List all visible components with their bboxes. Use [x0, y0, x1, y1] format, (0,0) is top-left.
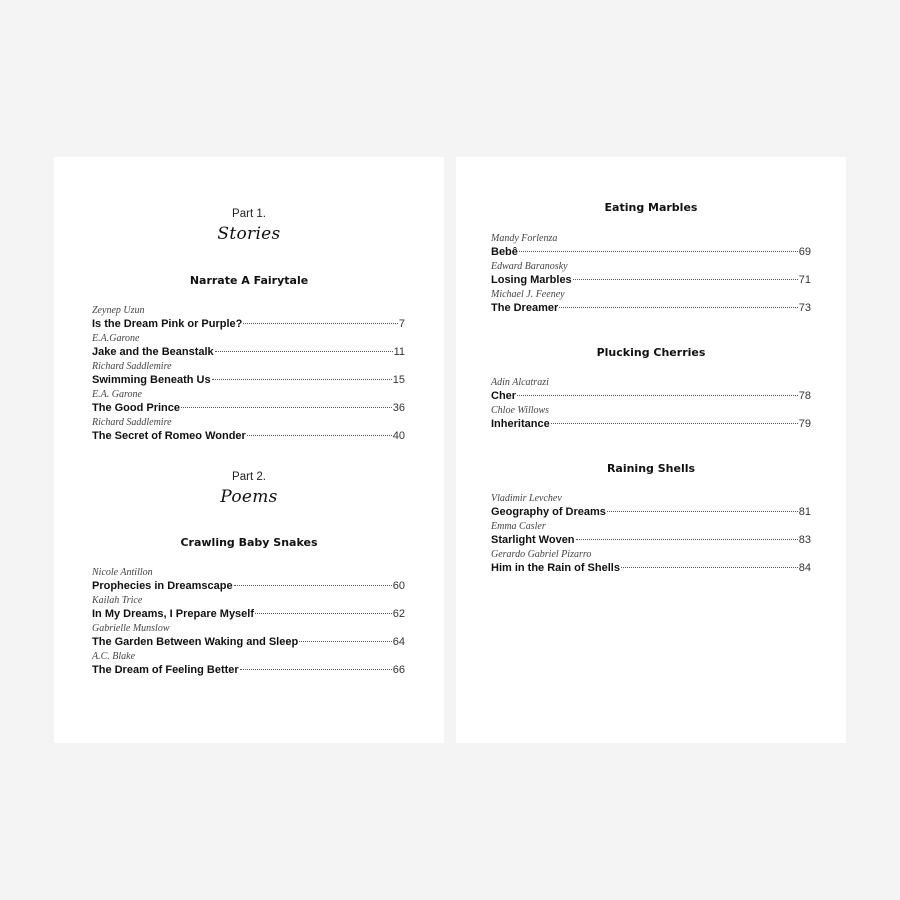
- toc-author: Chloe Willows: [491, 405, 550, 416]
- toc-author: A.C. Blake: [92, 651, 136, 662]
- toc-entry[interactable]: [92, 332, 405, 360]
- section-title: Narrate A Fairytale: [189, 274, 309, 287]
- toc-entry[interactable]: [92, 304, 405, 332]
- toc-entry[interactable]: [491, 520, 811, 548]
- toc-leader-dots: [517, 395, 798, 396]
- toc-title: Geography of Dreams: [491, 506, 606, 518]
- toc-leader-dots: [212, 379, 392, 380]
- toc-entry[interactable]: [92, 416, 405, 444]
- toc-author: Michael J. Feeney: [491, 289, 565, 300]
- toc-title: Is the Dream Pink or Purple?: [92, 318, 243, 330]
- toc-list: [491, 232, 811, 316]
- toc-entry[interactable]: [92, 360, 405, 388]
- toc-entry[interactable]: [92, 388, 405, 416]
- section-title: Plucking Cherries: [596, 346, 706, 359]
- section-title: Eating Marbles: [604, 201, 698, 214]
- toc-title: Prophecies in Dreamscape: [92, 580, 233, 592]
- toc-leader-dots: [234, 585, 392, 586]
- toc-leader-dots: [519, 251, 798, 252]
- toc-leader-dots: [240, 669, 392, 670]
- toc-list: [92, 566, 405, 678]
- toc-page-number: 78: [798, 390, 811, 402]
- toc-leader-dots: [299, 641, 392, 642]
- toc-list: [92, 304, 405, 444]
- toc-page-number: 69: [798, 246, 811, 258]
- toc-title: The Good Prince: [92, 402, 181, 414]
- toc-page-number: 64: [392, 636, 405, 648]
- toc-leader-dots: [243, 323, 398, 324]
- toc-title: Jake and the Beanstalk: [92, 346, 214, 358]
- toc-page-number: 60: [392, 580, 405, 592]
- part-1-heading: [54, 207, 444, 245]
- toc-title: The Dreamer: [491, 302, 559, 314]
- toc-page-number: 11: [393, 346, 405, 358]
- toc-page-number: 62: [392, 608, 405, 620]
- toc-leader-dots: [607, 511, 798, 512]
- part-name: Stories: [217, 224, 281, 244]
- toc-page-number: 7: [398, 318, 405, 330]
- left-page: [54, 157, 444, 743]
- toc-title: Him in the Rain of Shells: [491, 562, 620, 574]
- toc-entry[interactable]: [491, 288, 811, 316]
- toc-author: Emma Casler: [491, 521, 546, 532]
- toc-entry[interactable]: [491, 376, 811, 404]
- toc-entry[interactable]: [92, 650, 405, 678]
- toc-title: Inheritance: [491, 418, 550, 430]
- toc-author: Vladimir Levchev: [491, 493, 562, 504]
- toc-leader-dots: [215, 351, 393, 352]
- toc-author: Richard Saddlemire: [92, 361, 172, 372]
- toc-leader-dots: [255, 613, 392, 614]
- toc-author: Mandy Forlenza: [491, 233, 558, 244]
- toc-author: E.A. Garone: [92, 389, 142, 400]
- toc-title: Bebê: [491, 246, 518, 258]
- part-label: Part 2.: [232, 471, 266, 483]
- toc-title: Cher: [491, 390, 517, 402]
- toc-page-number: 15: [392, 374, 405, 386]
- toc-list: [491, 376, 811, 432]
- toc-author: Adin Alcatrazi: [491, 377, 549, 388]
- toc-list: [491, 492, 811, 576]
- part-name: Poems: [220, 487, 278, 507]
- toc-entry[interactable]: [491, 548, 811, 576]
- section-title: Raining Shells: [606, 462, 696, 475]
- toc-author: Kailah Trice: [92, 595, 143, 606]
- toc-entry[interactable]: [491, 260, 811, 288]
- toc-leader-dots: [181, 407, 392, 408]
- toc-entry[interactable]: [92, 622, 405, 650]
- toc-entry[interactable]: [92, 594, 405, 622]
- toc-leader-dots: [559, 307, 797, 308]
- toc-entry[interactable]: [491, 404, 811, 432]
- part-label: Part 1.: [232, 208, 266, 220]
- toc-title: Starlight Woven: [491, 534, 575, 546]
- toc-author: E.A.Garone: [92, 333, 140, 344]
- toc-title: In My Dreams, I Prepare Myself: [92, 608, 255, 620]
- toc-leader-dots: [247, 435, 392, 436]
- toc-page-number: 73: [798, 302, 811, 314]
- section-title: Crawling Baby Snakes: [180, 536, 318, 549]
- toc-entry[interactable]: [491, 492, 811, 520]
- toc-title: The Garden Between Waking and Sleep: [92, 636, 299, 648]
- toc-author: Edward Baranosky: [491, 261, 568, 272]
- toc-author: Zeynep Uzun: [92, 305, 145, 316]
- toc-page-number: 40: [392, 430, 405, 442]
- toc-page-number: 36: [392, 402, 405, 414]
- toc-entry[interactable]: [491, 232, 811, 260]
- toc-page-number: 83: [798, 534, 811, 546]
- toc-author: Gabrielle Munslow: [92, 623, 170, 634]
- toc-page-number: 79: [798, 418, 811, 430]
- toc-author: Nicole Antillon: [92, 567, 153, 578]
- toc-title: The Dream of Feeling Better: [92, 664, 239, 676]
- toc-page-number: 84: [798, 562, 811, 574]
- toc-title: Losing Marbles: [491, 274, 572, 286]
- toc-title: Swimming Beneath Us: [92, 374, 211, 386]
- toc-leader-dots: [573, 279, 798, 280]
- toc-leader-dots: [551, 423, 798, 424]
- toc-author: Richard Saddlemire: [92, 417, 172, 428]
- part-2-heading: [54, 470, 444, 508]
- toc-title: The Secret of Romeo Wonder: [92, 430, 246, 442]
- right-page: [456, 157, 846, 743]
- toc-entry[interactable]: [92, 566, 405, 594]
- toc-author: Gerardo Gabriel Pizarro: [491, 549, 592, 560]
- toc-page-number: 71: [798, 274, 811, 286]
- toc-page-number: 81: [798, 506, 811, 518]
- toc-leader-dots: [576, 539, 798, 540]
- toc-leader-dots: [621, 567, 798, 568]
- toc-page-number: 66: [392, 664, 405, 676]
